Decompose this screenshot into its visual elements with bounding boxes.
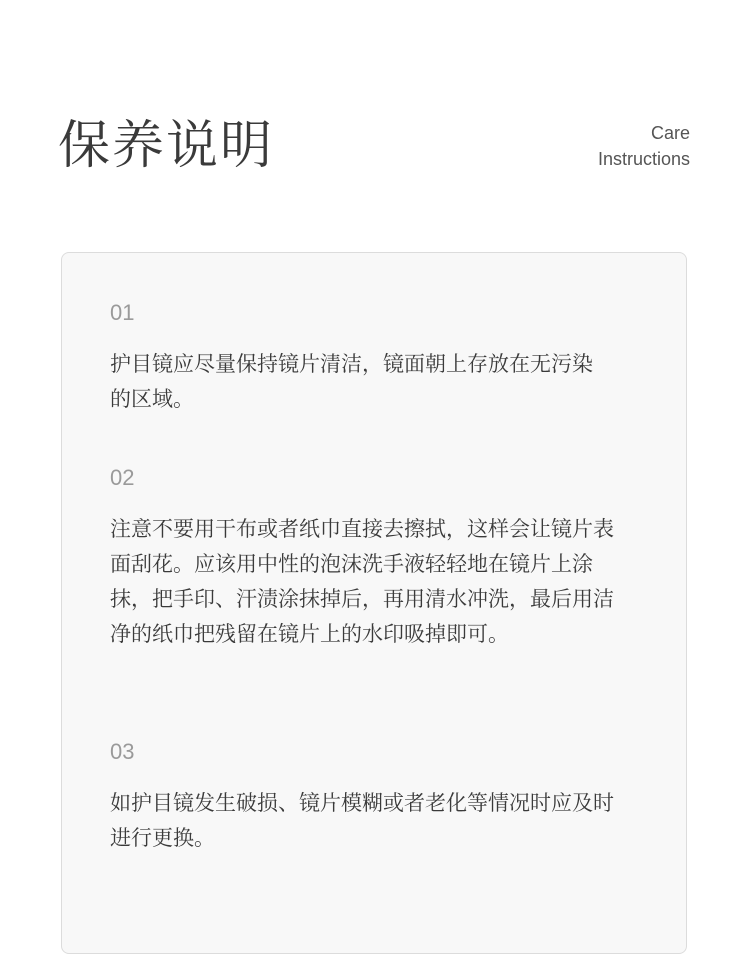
instruction-number: 03 (110, 739, 135, 764)
page-title: 保养说明 (58, 116, 275, 176)
subtitle-line-instructions: Instructions (597, 149, 690, 169)
instructions-card (61, 252, 687, 954)
instruction-text: 护目镜应尽量保持镜片清洁，镜面朝上存放在无污染的区域。 (110, 352, 593, 411)
instruction-item (110, 299, 610, 417)
instruction-item (110, 464, 630, 652)
instruction-item (110, 738, 630, 856)
subtitle-line-care: Care (650, 123, 690, 143)
instruction-number: 02 (110, 465, 135, 490)
instruction-text: 注意不要用干布或者纸巾直接去擦拭，这样会让镜片表面刮花。应该用中性的泡沫洗手液轻轻地在镜片上涂抹，把手印、汗渍涂抹掉后，再用清水冲洗，最后用洁净的纸巾把残留在镜片上的水印吸掉即可。 (110, 517, 614, 646)
page-subtitle (598, 120, 690, 172)
instruction-text: 如护目镜发生破损、镜片模糊或者老化等情况时应及时进行更换。 (110, 791, 614, 850)
instruction-number: 01 (110, 300, 135, 325)
